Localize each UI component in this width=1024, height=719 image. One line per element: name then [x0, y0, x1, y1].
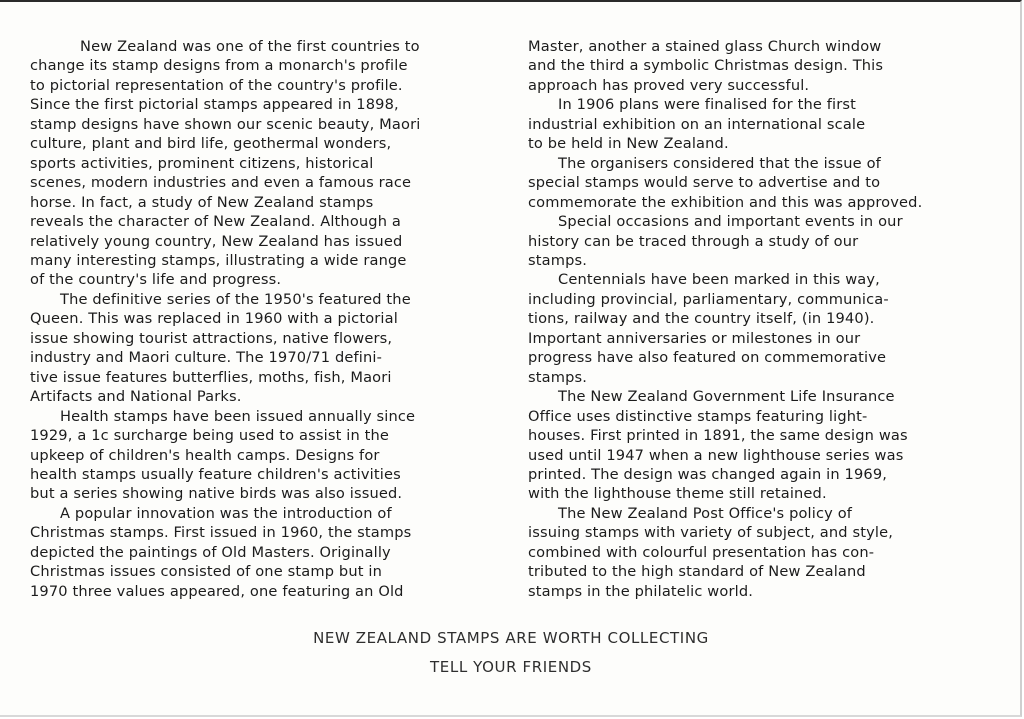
- text-line: of the country's life and progress.: [30, 271, 282, 289]
- text-line: Since the first pictorial stamps appeared in 1898,: [30, 96, 399, 114]
- text-line: used until 1947 when a new lighthouse series was: [528, 446, 904, 464]
- text-line: industry and Maori culture. The 1970/71 defini-: [30, 349, 383, 367]
- text-line: depicted the paintings of Old Masters. Originally: [30, 543, 391, 561]
- text-line: history can be traced through a study of our: [528, 232, 859, 250]
- text-line: tions, railway and the country itself, (in 1940).: [528, 310, 875, 328]
- footer-call-to-action: TELL YOUR FRIENDS: [430, 658, 592, 676]
- text-line: printed. The design was changed again in 1969,: [528, 465, 888, 483]
- right-text-column: [528, 37, 998, 601]
- text-line: but a series showing native birds was also issued.: [30, 485, 403, 503]
- text-line: progress have also featured on commemorative: [528, 349, 887, 367]
- text-line: with the lighthouse theme still retained.: [528, 485, 827, 503]
- text-line: issue showing tourist attractions, native flowers,: [30, 329, 393, 347]
- text-line: upkeep of children's health camps. Designs for: [30, 446, 380, 464]
- text-line: Health stamps have been issued annually since: [60, 407, 416, 425]
- text-line: The organisers considered that the issue of: [558, 154, 881, 172]
- text-line: to pictorial representation of the country's profile.: [30, 76, 403, 94]
- text-line: to be held in New Zealand.: [528, 135, 729, 153]
- text-line: horse. In fact, a study of New Zealand stamps: [30, 193, 374, 211]
- text-line: A popular innovation was the introduction of: [60, 504, 392, 522]
- text-line: New Zealand was one of the first countries to: [80, 38, 420, 55]
- text-line: relatively young country, New Zealand has issued: [30, 232, 403, 250]
- text-line: In 1906 plans were finalised for the first: [558, 96, 857, 114]
- text-line: commemorate the exhibition and this was approved.: [528, 193, 923, 211]
- text-line: Office uses distinctive stamps featuring light-: [528, 407, 868, 425]
- text-line: The New Zealand Post Office's policy of: [558, 504, 853, 522]
- text-line: reveals the character of New Zealand. Although a: [30, 213, 401, 231]
- text-line: special stamps would serve to advertise and to: [528, 174, 881, 192]
- text-line: approach has proved very successful.: [528, 76, 810, 94]
- text-line: tributed to the high standard of New Zealand: [528, 563, 866, 581]
- text-line: scenes, modern industries and even a famous race: [30, 174, 412, 192]
- text-line: and the third a symbolic Christmas design. This: [528, 57, 884, 75]
- text-line: industrial exhibition on an international scale: [528, 115, 866, 133]
- text-line: houses. First printed in 1891, the same design was: [528, 427, 908, 445]
- text-line: tive issue features butterflies, moths, fish, Maori: [30, 368, 392, 386]
- text-line: 1970 three values appeared, one featuring an Old: [30, 582, 404, 600]
- text-line: stamps in the philatelic world.: [528, 582, 754, 600]
- text-line: Artifacts and National Parks.: [30, 388, 242, 406]
- text-line: Christmas stamps. First issued in 1960, the stamps: [30, 524, 412, 542]
- text-line: Special occasions and important events in our: [558, 213, 903, 231]
- text-line: stamp designs have shown our scenic beauty, Maori: [30, 115, 421, 133]
- footer-slogan: NEW ZEALAND STAMPS ARE WORTH COLLECTING: [313, 629, 709, 647]
- text-line: health stamps usually feature children's activities: [30, 465, 401, 483]
- text-line: Important anniversaries or milestones in our: [528, 329, 861, 347]
- text-line: The New Zealand Government Life Insurance: [558, 388, 895, 406]
- text-line: issuing stamps with variety of subject, and style,: [528, 524, 894, 542]
- text-line: The definitive series of the 1950's featured the: [60, 290, 411, 308]
- text-line: change its stamp designs from a monarch's profile: [30, 57, 408, 75]
- text-line: including provincial, parliamentary, communica-: [528, 290, 889, 308]
- text-line: Christmas issues consisted of one stamp but in: [30, 563, 382, 581]
- left-text-column: [30, 37, 490, 601]
- text-line: stamps.: [528, 251, 588, 269]
- text-line: Centennials have been marked in this way,: [558, 271, 880, 289]
- text-line: 1929, a 1c surcharge being used to assist in the: [30, 427, 390, 445]
- text-line: combined with colourful presentation has con-: [528, 543, 875, 561]
- text-line: stamps.: [528, 368, 588, 386]
- text-line: sports activities, prominent citizens, historical: [30, 154, 374, 172]
- text-line: Queen. This was replaced in 1960 with a pictorial: [30, 310, 398, 328]
- text-line: culture, plant and bird life, geothermal wonders,: [30, 135, 392, 153]
- text-line: Master, another a stained glass Church window: [528, 38, 882, 55]
- text-line: many interesting stamps, illustrating a wide range: [30, 251, 407, 269]
